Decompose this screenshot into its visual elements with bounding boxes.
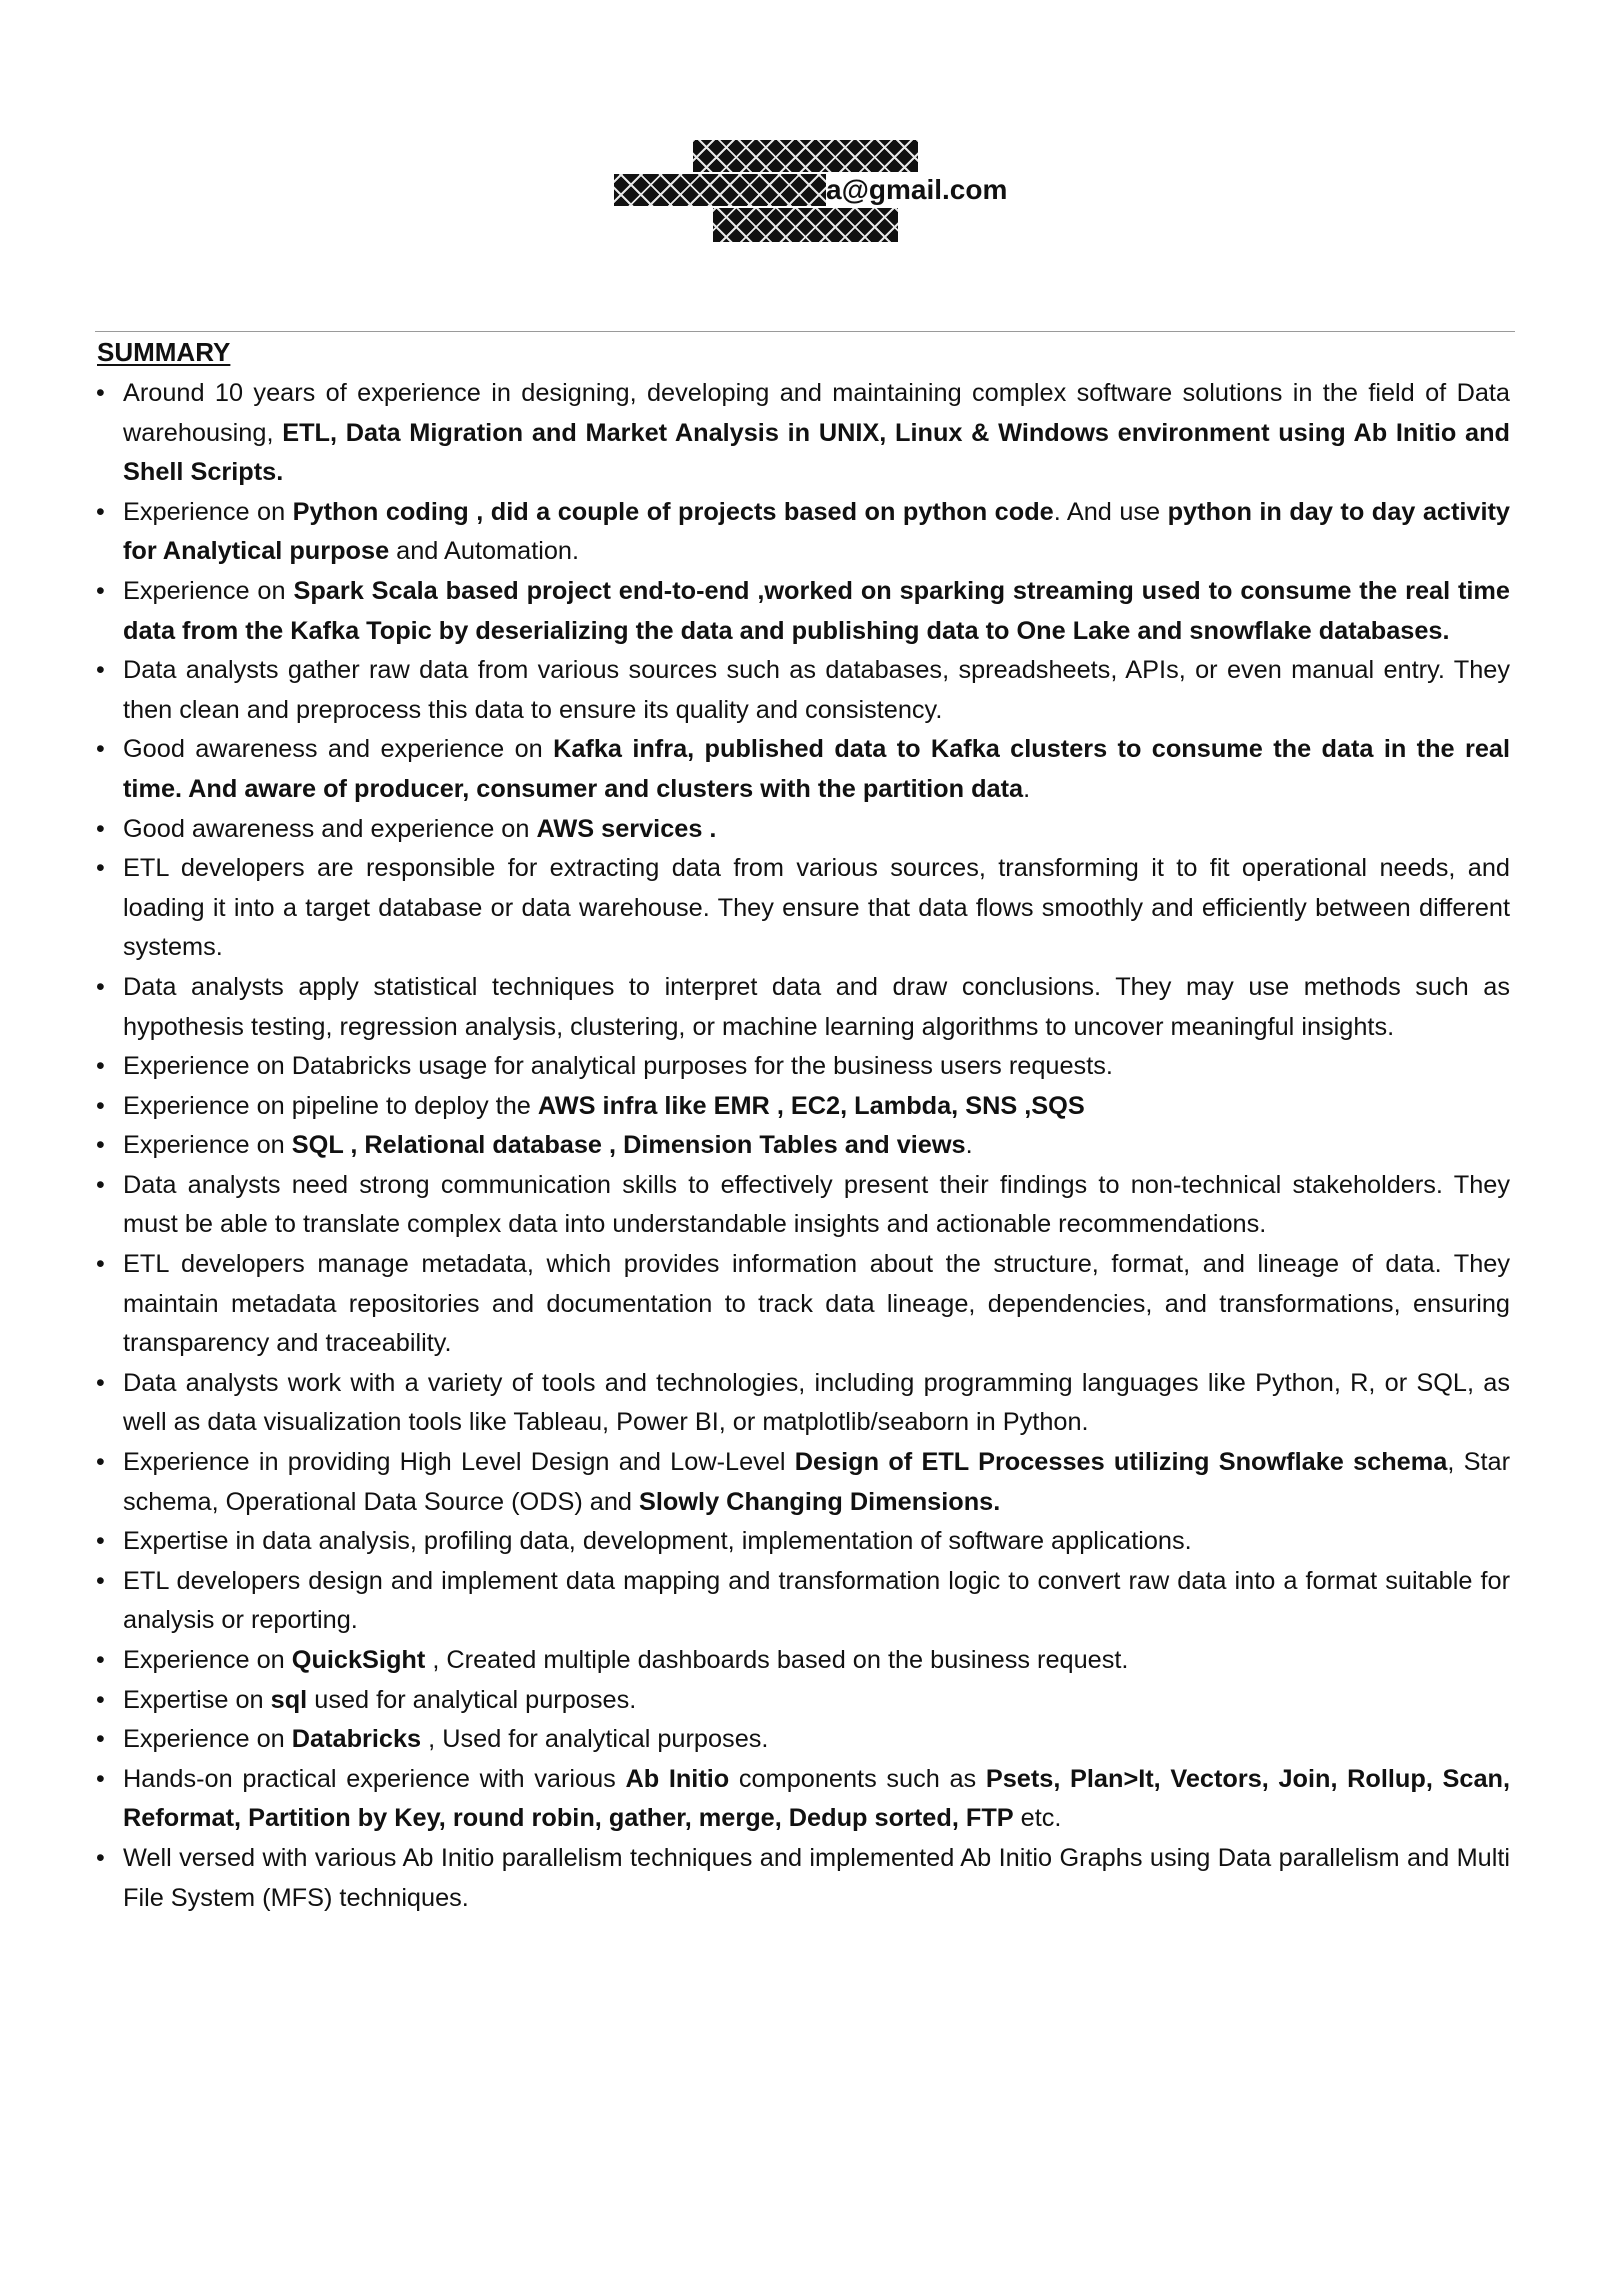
bullet-icon: •: [96, 1170, 105, 1199]
summary-item-bold-text: Databricks: [291, 1725, 422, 1754]
summary-item-bold-text: AWS infra like EMR , EC2, Lambda, SNS ,SQS: [537, 1091, 1085, 1120]
summary-item: [96, 1126, 1510, 1166]
summary-item-bold-text: AWS services .: [536, 814, 717, 843]
summary-item-bold-text: python in day to day activity for Analytical purpose: [123, 497, 1510, 566]
summary-item: [96, 651, 1510, 730]
summary-item: [96, 849, 1510, 968]
summary-item: [96, 1166, 1510, 1245]
summary-item: [96, 493, 1510, 572]
summary-item-text: Data analysts apply statistical techniques to interpret data and draw conclusions. They may use methods such as hypothesis testing, regression analysis, clustering, or machine learning algorithms to uncover meaningful insights.: [123, 972, 1510, 1041]
bullet-icon: •: [96, 1843, 105, 1872]
summary-item-text: .: [965, 1131, 973, 1160]
bullet-icon: •: [96, 656, 105, 685]
summary-item-text: and Automation.: [389, 537, 580, 566]
summary-item-bold-text: Ab Initio: [625, 1764, 730, 1793]
summary-item-text: Experience on: [123, 1725, 292, 1754]
bullet-icon: •: [96, 814, 105, 843]
summary-item-text: Good awareness and experience on: [123, 814, 537, 843]
summary-item: [96, 1839, 1510, 1918]
summary-item: [96, 572, 1510, 651]
redacted-name: [693, 140, 918, 172]
summary-item-text: ETL developers design and implement data mapping and transformation logic to convert raw data into a format suitable for analysis or reporting.: [123, 1566, 1510, 1635]
bullet-icon: •: [96, 379, 105, 407]
summary-item-bold-text: Kafka infra, published data to Kafka clusters to consume the data in the real time. And aware of producer, consumer and clusters with the partition data: [123, 735, 1510, 803]
summary-item-text: Expertise in data analysis, profiling data, development, implementation of software applications.: [123, 1527, 1192, 1556]
summary-item-text: ETL developers are responsible for extracting data from various sources, transforming it to fit operational needs, and loading it into a target database or data warehouse. They ensure that data flows smoothly and efficiently between different systems.: [123, 854, 1510, 962]
summary-item: [96, 1641, 1510, 1681]
summary-item-bold-text: Python coding , did a couple of projects based on python code: [292, 497, 1054, 526]
bullet-icon: •: [96, 1448, 105, 1477]
summary-item-text: Well versed with various Ab Initio parallelism techniques and implemented Ab Initio Graphs using Data parallelism and Multi File System (MFS) techniques.: [123, 1843, 1510, 1912]
bullet-icon: •: [96, 497, 105, 526]
summary-item-text: Data analysts gather raw data from various sources such as databases, spreadsheets, APIs, or even manual entry. They then clean and preprocess this data to ensure its quality and consistency.: [123, 656, 1510, 724]
bullet-icon: •: [96, 1527, 105, 1556]
summary-item-text: , Star schema, Operational Data Source (ODS) and: [123, 1448, 1510, 1516]
header-divider: [95, 331, 1515, 332]
bullet-icon: •: [96, 1052, 105, 1081]
summary-item: [96, 1443, 1510, 1522]
summary-item: [96, 1245, 1510, 1364]
bullet-icon: •: [96, 1566, 105, 1595]
bullet-icon: •: [96, 1091, 105, 1120]
summary-item-text: Experience on: [123, 497, 293, 526]
summary-heading: SUMMARY: [97, 337, 231, 367]
summary-item-text: Hands-on practical experience with various: [123, 1764, 626, 1793]
summary-item-text: used for analytical purposes.: [307, 1685, 637, 1714]
summary-item: [96, 1522, 1510, 1562]
summary-item-bold-text: sql: [270, 1685, 308, 1714]
bullet-icon: •: [96, 1685, 105, 1714]
summary-item-bold-text: Psets, Plan>It, Vectors, Join, Rollup, Scan, Reformat, Partition by Key, round robin, gather, merge, Dedup sorted, FTP: [123, 1764, 1510, 1833]
summary-item-bold-text: SQL , Relational database , Dimension Tables and views: [291, 1131, 966, 1160]
bullet-icon: •: [96, 1368, 105, 1397]
summary-item-bold-text: ETL, Data Migration and Market Analysis in UNIX, Linux & Windows environment using Ab Initio and Shell Scripts.: [123, 418, 1510, 487]
summary-item-text: .: [1023, 774, 1031, 803]
redacted-email-local-part: [614, 174, 826, 206]
summary-item-text: Experience on: [123, 1131, 292, 1160]
summary-item-text: Around 10 years of experience in designing, developing and maintaining complex software solutions in the field of Data warehousing,: [123, 379, 1510, 447]
summary-item: [96, 1562, 1510, 1641]
summary-item: [96, 1047, 1510, 1087]
bullet-icon: •: [96, 1250, 105, 1279]
contact-header: [0, 136, 1601, 256]
summary-item-bold-text: Design of ETL Processes utilizing Snowflake schema: [794, 1448, 1448, 1477]
summary-item-text: Good awareness and experience on: [123, 735, 554, 764]
email-domain: a@gmail.com: [826, 174, 1008, 205]
bullet-icon: •: [96, 1131, 105, 1160]
summary-item: [96, 374, 1510, 493]
summary-item-text: Experience on Databricks usage for analytical purposes for the business users requests.: [123, 1052, 1113, 1081]
summary-item-bold-text: Spark Scala based project end-to-end ,worked on sparking streaming used to consume the real time data from the Kafka Topic by deserializing the data and publishing data to One Lake and snowflake databases.: [123, 576, 1510, 645]
bullet-icon: •: [96, 1764, 105, 1793]
summary-list: [96, 374, 1510, 1918]
summary-item-text: etc.: [1013, 1804, 1062, 1833]
bullet-icon: •: [96, 735, 105, 764]
bullet-icon: •: [96, 576, 105, 605]
summary-item-bold-text: Slowly Changing Dimensions.: [639, 1487, 1001, 1516]
summary-item: [96, 1760, 1510, 1839]
bullet-icon: •: [96, 972, 105, 1001]
summary-item-text: Expertise on: [123, 1685, 271, 1714]
summary-item-text: ETL developers manage metadata, which provides information about the structure, format, and lineage of data. They maintain metadata repositories and documentation to track data lineage, dependencies, and transformations, ensuring transparency and traceability.: [123, 1250, 1510, 1358]
bullet-icon: •: [96, 854, 105, 883]
summary-item: [96, 1720, 1510, 1760]
summary-item-text: Experience on: [123, 1646, 292, 1674]
summary-item-text: Data analysts work with a variety of tools and technologies, including programming languages like Python, R, or SQL, as well as data visualization tools like Tableau, Power BI, or matplotlib/seaborn in Python.: [123, 1368, 1510, 1437]
summary-item-text: Data analysts need strong communication skills to effectively present their findings to non-technical stakeholders. They must be able to translate complex data into understandable insights and actionable recommendations.: [123, 1170, 1510, 1239]
summary-item-text: . And use: [1053, 497, 1168, 526]
summary-item-text: Experience on: [123, 576, 294, 605]
summary-item-bold-text: QuickSight: [291, 1646, 426, 1674]
summary-item-text: , Used for analytical purposes.: [421, 1725, 769, 1754]
summary-item-text: , Created multiple dashboards based on the business request.: [425, 1646, 1129, 1674]
bullet-icon: •: [96, 1725, 105, 1754]
bullet-icon: •: [96, 1646, 105, 1674]
summary-item: [96, 730, 1510, 809]
summary-item: [96, 1087, 1510, 1127]
redacted-phone: [713, 208, 898, 242]
summary-item: [96, 810, 1510, 850]
summary-item: [96, 1681, 1510, 1721]
summary-item: [96, 968, 1510, 1047]
summary-item: [96, 1364, 1510, 1443]
summary-item-text: Experience on pipeline to deploy the: [123, 1091, 538, 1120]
summary-item-text: components such as: [729, 1764, 986, 1793]
summary-item-text: Experience in providing High Level Design and Low-Level: [123, 1448, 795, 1477]
